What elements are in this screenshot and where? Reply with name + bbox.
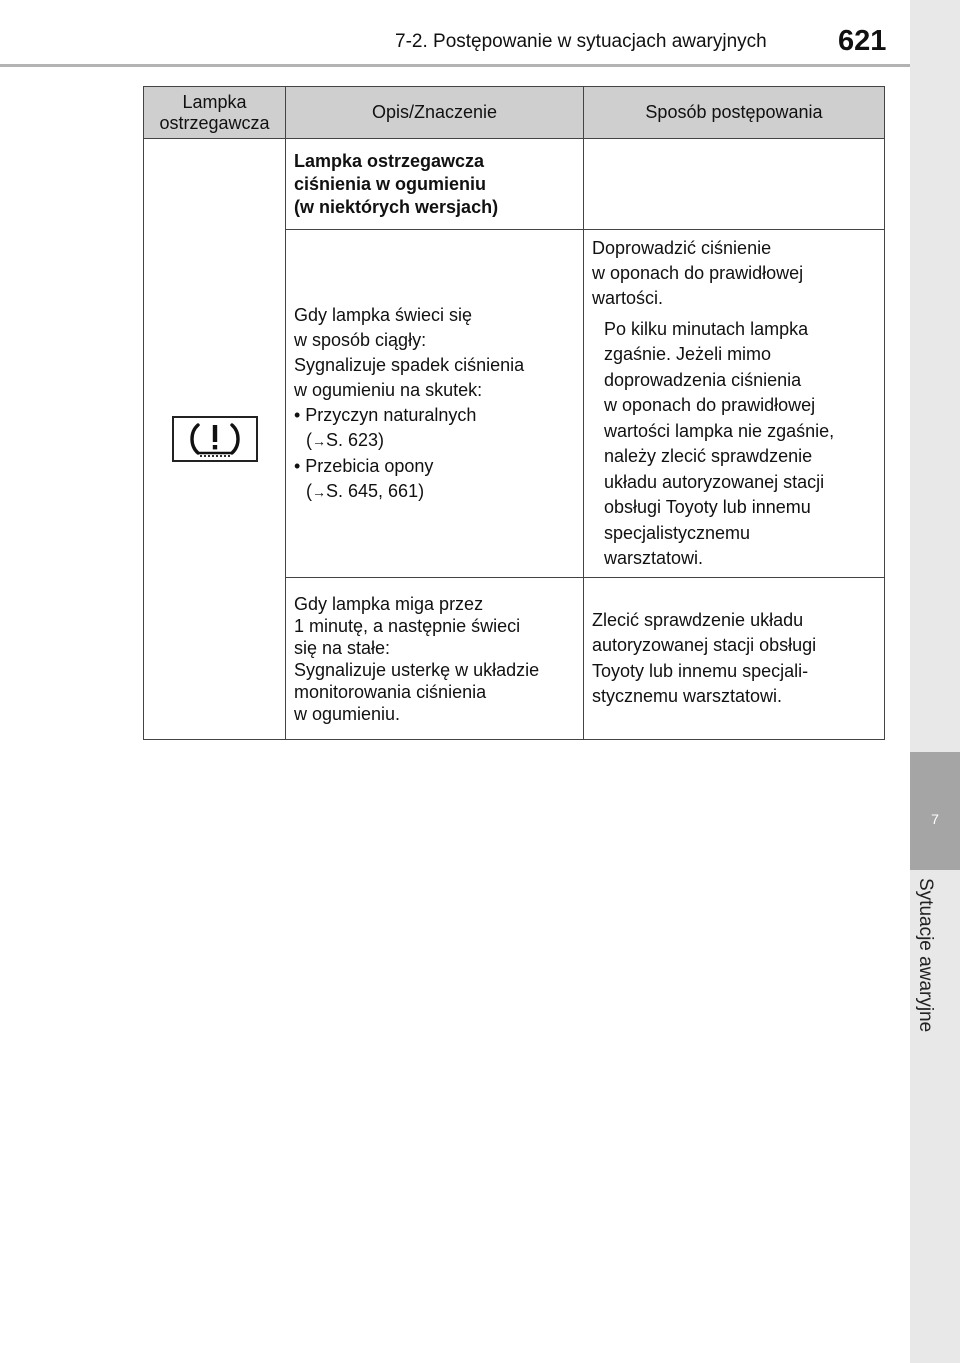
action-line: wartości. xyxy=(592,287,664,308)
empty-cell xyxy=(584,139,885,230)
action-line: Toyoty lub innemu specjali- xyxy=(592,660,809,681)
action-sub-line: warsztatowi. xyxy=(604,548,704,568)
paren: ( xyxy=(306,480,312,501)
description-line: Sygnalizuje spadek ciśnienia xyxy=(294,354,525,375)
description-cell xyxy=(286,230,584,578)
action-cell xyxy=(584,578,885,740)
table-row xyxy=(144,139,885,230)
description-line: • Przyczyn naturalnych xyxy=(294,404,477,425)
action-sub-line: Po kilku minutach lampka xyxy=(604,318,809,339)
action-line: autoryzowanej stacji obsługi xyxy=(592,635,817,655)
title-cell xyxy=(286,139,584,230)
section-title: 7-2. Postępowanie w sytuacjach awaryjnych xyxy=(395,31,767,52)
reference-text: S. 623) xyxy=(326,429,385,450)
action-sub-line: specjalistycznemu xyxy=(604,522,751,543)
action-sub-line: doprowadzenia ciśnienia xyxy=(604,369,802,390)
reference-text: S. 645, 661) xyxy=(326,480,425,501)
title-line: ciśnienia w ogumieniu xyxy=(294,173,487,194)
warning-light-table xyxy=(143,86,885,740)
arrow-icon: → xyxy=(312,483,326,500)
column-header-line: ostrzegawcza xyxy=(159,112,270,133)
tire-pressure-warning-icon xyxy=(172,416,258,462)
table-header-row xyxy=(144,87,885,139)
action-sub-line: w oponach do prawidłowej xyxy=(604,395,816,415)
description-line: w ogumieniu. xyxy=(294,703,401,724)
description-line: Gdy lampka miga przez xyxy=(294,593,484,614)
header-divider xyxy=(0,64,910,67)
column-header-description: Opis/Znaczenie xyxy=(286,87,584,139)
description-line: monitorowania ciśnienia xyxy=(294,681,487,702)
action-sub-line: obsługi Toyoty lub innemu xyxy=(604,497,811,517)
description-line: się na stałe: xyxy=(294,637,391,658)
page-reference xyxy=(294,428,575,454)
column-header-lamp xyxy=(144,87,286,139)
action-line: Doprowadzić ciśnienie xyxy=(592,237,772,258)
chapter-number: 7 xyxy=(931,811,939,827)
action-sub-line: wartości lampka nie zgaśnie, xyxy=(604,420,835,441)
arrow-icon: → xyxy=(312,432,326,449)
action-line: Zlecić sprawdzenie układu xyxy=(592,609,804,630)
side-strip xyxy=(910,0,960,1363)
lamp-cell xyxy=(144,139,286,740)
action-cell xyxy=(584,230,885,578)
column-header-line: Lampka xyxy=(182,91,247,112)
action-sub-line: układu autoryzowanej stacji xyxy=(604,471,825,492)
action-sub-line: zgaśnie. Jeżeli mimo xyxy=(604,344,772,364)
description-line: Sygnalizuje usterkę w układzie xyxy=(294,659,540,680)
chapter-name: Sytuacje awaryjne xyxy=(915,878,936,1033)
column-header-action: Sposób postępowania xyxy=(584,87,885,139)
description-line: w ogumieniu na skutek: xyxy=(294,379,483,400)
action-line: w oponach do prawidłowej xyxy=(592,262,804,283)
description-line: w sposób ciągły: xyxy=(294,329,427,350)
description-line: • Przebicia opony xyxy=(294,455,434,476)
page-number: 621 xyxy=(838,25,887,57)
description-line: Gdy lampka świeci się xyxy=(294,304,473,325)
description-line: 1 minutę, a następnie świeci xyxy=(294,615,521,636)
page-reference xyxy=(294,479,575,505)
action-sub-line: należy zlecić sprawdzenie xyxy=(604,446,813,466)
description-cell xyxy=(286,578,584,740)
title-line: (w niektórych wersjach) xyxy=(294,196,499,217)
action-line: stycznemu warsztatowi. xyxy=(592,686,783,706)
title-line: Lampka ostrzegawcza xyxy=(294,150,485,171)
paren: ( xyxy=(306,429,312,450)
